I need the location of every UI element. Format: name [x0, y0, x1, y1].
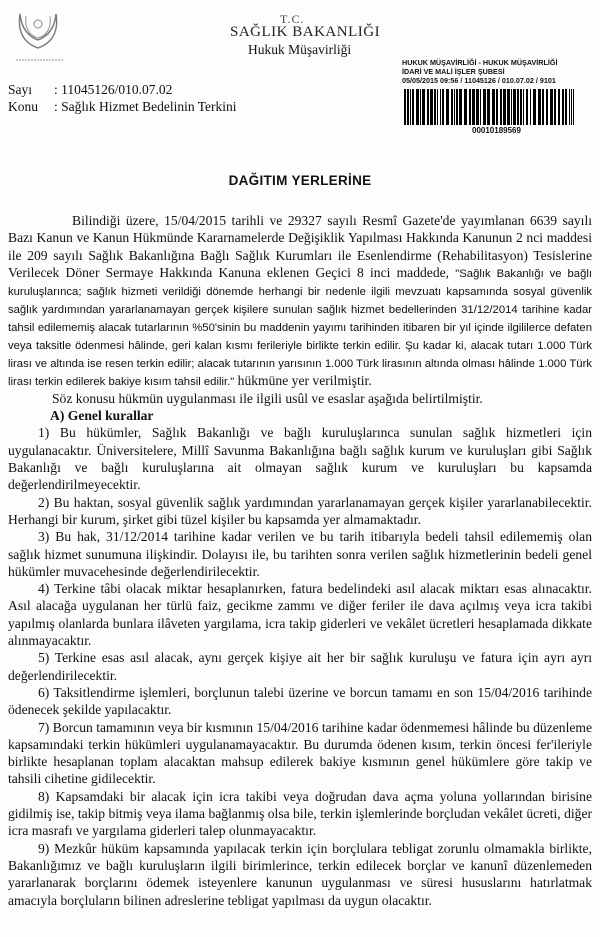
ministry-name: SAĞLIK BAKANLIĞI — [230, 24, 381, 40]
barcode-bar — [571, 89, 572, 125]
list-item: 6) Taksitlendirme işlemleri, borçlunun talebi üzerine ve borcun tamamı en son 15/04/2016 tarihinde ödenecek şekilde yapılacaktır. — [8, 684, 592, 718]
barcode-bar — [437, 89, 438, 125]
list-item: 5) Terkine esas asıl alacak, aynı gerçek kişiye ait her bir sağlık kuruluşu ve fatura için ayrı ayrı değerlendirilecektir. — [8, 650, 592, 683]
barcode-bar — [451, 89, 453, 125]
stamp-line-3: 05/05/2015 09:56 / 11045126 / 010.07.02 / 9101 — [402, 76, 556, 85]
barcode-bar — [523, 89, 524, 125]
intro-paragraph — [8, 212, 592, 390]
barcode-bar — [464, 89, 467, 125]
list-item: 7) Borcun tamamının veya bir kısmının 15/04/2016 tarihine kadar ödenmemesi hâlinde bu düzenleme kapsamındaki terkin hükümleri uygulanamayacaktır. Bu durumda ödenen kısım, terkin öncesi fer'ileriyle birlikte hesaplanan toplam alacaktan mahsup edilerek bakiye kısmının genel hükümlere göre takip ve tahsili cihetine gidilecektir. — [8, 719, 592, 787]
barcode-number: 00010189569 — [472, 126, 521, 135]
barcode — [402, 89, 577, 125]
barcode-bar — [562, 89, 564, 125]
barcode-bar — [554, 89, 556, 125]
subject-row — [8, 99, 237, 115]
barcode-bar — [530, 89, 531, 125]
subject-label: Konu — [8, 99, 38, 114]
barcode-bar — [546, 89, 548, 125]
barcode-bar — [442, 89, 444, 125]
ministry-logo — [10, 4, 70, 66]
barcode-bar — [558, 89, 560, 125]
barcode-bar — [430, 89, 433, 125]
barcode-bar — [520, 89, 522, 125]
lead-paragraph: Söz konusu hükmün uygulanması ile ilgili usûl ve esaslar aşağıda belirtilmiştir. — [52, 390, 483, 406]
barcode-bar — [416, 89, 419, 125]
barcode-bar — [511, 89, 512, 125]
barcode-bar — [533, 89, 536, 125]
barcode-bar — [454, 89, 455, 125]
barcode-bar — [427, 89, 429, 125]
list-item: 2) Bu haktan, sosyal güvenlik sağlık yardımından yararlanamayan gerçek kişiler yararlanabilecektir. Herhangi bir kurum, şirket gibi tüzel kişiler bu kapsamda yer almamaktadır. — [8, 494, 592, 527]
list-item: 3) Bu hak, 31/12/2014 tarihine kadar verilen ve bu tarih itibarıyla bedeli tahsil edilememiş olan sağlık hizmet sunumuna ilişkindir. Dolayısı ile, bu tarihten sonra verilen sağlık hizmetlerinin bedeli genel hükümler muvacehesinde değerlendirilecektir. — [8, 529, 592, 579]
intro-text-end: hükmüne yer verilmiştir. — [234, 372, 372, 388]
barcode-bar — [459, 89, 462, 125]
barcode-bar — [407, 89, 409, 125]
list-item: 9) Mezkûr hüküm kapsamında yapılacak terkin için borçlulara tebligat zorunlu olmamakla birlikte, Bakanlığımız ve bağlı kuruluşların ilgili birimlerince, terkin edilecek borçlar ve kanunî düzenlemeden yararlanarak borçlarını ödemek isteyenlere kanunun uygulanması ve süresi hususlarını hatırlatmak amacıyla borçluların bilinen adreslerine tebligat yapılması da uygun olacaktır. — [8, 840, 592, 908]
barcode-bar — [513, 89, 516, 125]
barcode-bar — [538, 89, 541, 125]
barcode-bar — [446, 89, 449, 125]
barcode-bar — [480, 89, 481, 125]
barcode-bar — [550, 89, 553, 125]
barcode-bar — [542, 89, 544, 125]
stamp-line-1: HUKUK MÜŞAVİRLİĞİ - HUKUK MÜŞAVİRLİĞİ — [402, 58, 558, 67]
section-heading: A) Genel kurallar — [50, 408, 154, 424]
barcode-bar — [492, 89, 495, 125]
barcode-bar — [483, 89, 486, 125]
barcode-bar — [472, 89, 475, 125]
barcode-bar — [487, 89, 490, 125]
barcode-bar — [573, 89, 574, 125]
document-title: DAĞITIM YERLERİNE — [228, 173, 372, 188]
barcode-bar — [404, 89, 406, 125]
barcode-bar — [422, 89, 425, 125]
registry-stamp — [402, 58, 598, 135]
republic-abbrev: T.C. — [280, 12, 305, 26]
barcode-bar — [496, 89, 498, 125]
document-number-row — [8, 82, 172, 98]
list-item: 4) Terkine tâbi olacak miktar hesaplanırken, fatura bedelindeki asıl alacak miktarı esas alınacaktır. Asıl alacağa uygulanan her türlü faiz, gecikme zammı ve diğer feriler ile dava açılmış veya icra takibi yapılmış olanlarda bunlara ilâveten yargılama, icra takip giderleri ve vekâlet ücretleri hesaplamada dikkate alınmayacaktır. — [8, 581, 592, 649]
stamp-line-2: İDARİ VE MALİ İŞLER ŞUBESİ — [402, 67, 505, 76]
department-name: Hukuk Müşavirliği — [248, 42, 352, 57]
document-number-value: : 11045126/010.07.02 — [54, 82, 173, 97]
barcode-bar — [412, 89, 414, 125]
law-quote: "Sağlık Bakanlığı ve bağlı kuruluşlarınca; sağlık hizmeti verildiği dönemde herhangi bir nedenle ilgili mevzuatı kapsamında sosyal güvenlik sağlık yardımından yararlanamayan gerçek kişilere sunulan sağlık hizmet bedellerinden 31/12/2014 tarihine kadar tahsil edilememiş alacak tutarlarının %50'sinin bu maddenin yayımı tarihinden itibaren bir yıl içinde ilgililerce defaten veya taksitle ödenmesi hâlinde, geri kalan kısmı ferileriyle birlikte terkin edilir. Şu kadar ki, alacak tutarı 1.000 Türk lirası ve altında ise resen terkin edilir; alacak tutarının yarısının 1.000 Türk lirasının altında olması hâlinde 1.000 Türk lirası terkin edilerek bakiye kısım tahsil edilir." — [8, 267, 592, 388]
barcode-bar — [440, 89, 441, 125]
barcode-bar — [434, 89, 436, 125]
barcode-bar — [503, 89, 506, 125]
barcode-bar — [500, 89, 502, 125]
subject-value: : Sağlık Hizmet Bedelinin Terkini — [54, 99, 237, 114]
barcode-bar — [469, 89, 471, 125]
barcode-bar — [456, 89, 458, 125]
barcode-bar — [517, 89, 519, 125]
barcode-bar — [565, 89, 567, 125]
barcode-bar — [526, 89, 528, 125]
barcode-bar — [507, 89, 510, 125]
barcode-bar — [420, 89, 421, 125]
barcode-bar — [410, 89, 411, 125]
intro-text: Bilindiği üzere, 15/04/2015 tarihli ve 29327 sayılı Resmî Gazete'de yayımlanan 6639 sayılı Bazı Kanun ve Kanun Hükmünde Kararnamelerde Değişiklik Yapılması Hakkında Kanunun 2 nci maddesi ile 209 sayılı Sağlık Bakanlığına Bağlı Sağlık Kurumları ile Esenlendirme (Rehabilitasyon) Tesislerine Verilecek Döner Sermaye Hakkında Kanuna eklenen Geçici 8 inci maddede, — [8, 213, 592, 280]
document-body — [8, 212, 592, 909]
document-number-label: Sayı — [8, 82, 33, 97]
list-item: 8) Kapsamdaki bir alacak için icra takibi veya doğrudan dava açma yoluna yollarından birisine gidilmiş ise, takip bitmiş veya ilama bağlanmış olsa bile, terkin işlemlerinde borçludan vekâlet ücreti, diğer icra masrafı ve yargılama giderleri talep olunmayacaktır. — [8, 788, 593, 839]
barcode-bar — [476, 89, 479, 125]
list-item: 1) Bu hükümler, Sağlık Bakanlığı ve bağlı kuruluşlarınca sunulan sağlık hizmetleri için uygulanacaktır. Üniversitelere, Millî Savunma Bakanlığına bağlı sağlık kurum ve kuruluşları gibi Sağlık Bakanlığı ve bağlı kuruluşlarına ait olmayan sağlık kurum ve kuruluşları bu kapsamda değerlendirilmeyecektir. — [8, 425, 592, 493]
barcode-bar — [569, 89, 570, 125]
